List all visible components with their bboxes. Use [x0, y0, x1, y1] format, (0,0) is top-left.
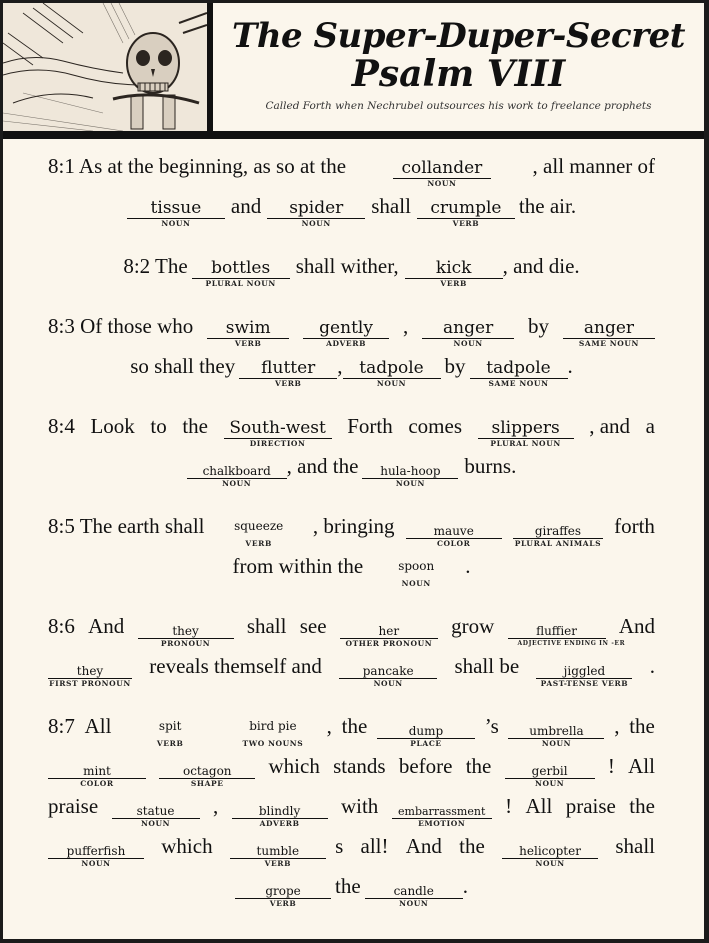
blank-label: NOUN: [161, 219, 191, 228]
blank-label: NOUN: [140, 819, 171, 828]
blank-label: NOUN: [373, 679, 403, 688]
blank-label: VERB: [269, 899, 297, 908]
blank-fill: dump: [377, 725, 475, 739]
verse-text: the: [459, 834, 485, 858]
blank-shape[interactable]: [159, 751, 255, 791]
blank-past-tense-verb[interactable]: [536, 651, 632, 691]
blank-fill: blindly: [232, 805, 328, 819]
blank-label: COLOR: [80, 779, 114, 788]
verse-text: All: [628, 754, 655, 778]
blank-label: OTHER PRONOUN: [345, 639, 433, 648]
blank-label: PAST-TENSE VERB: [540, 679, 629, 688]
blank-fill: candle: [365, 885, 463, 899]
page-subtitle: Called Forth when Nechrubel outsources his work to freelance prophets: [265, 100, 652, 112]
verse-text: Look: [90, 414, 135, 438]
blank-fill: South-west: [224, 420, 332, 439]
blank-fill: collander: [393, 160, 491, 179]
blank-fill: anger: [422, 320, 514, 339]
header-rule: [3, 131, 704, 139]
blank-label: NOUN: [541, 739, 572, 748]
blank-noun[interactable]: [367, 551, 465, 591]
blank-verb[interactable]: [235, 871, 331, 911]
verse-text: ,: [614, 714, 620, 738]
verse-8-1-line-2: [48, 191, 655, 231]
verse-text: shall: [615, 834, 655, 858]
verse-text: the: [341, 714, 368, 738]
blank-fill: flutter: [239, 360, 337, 379]
blank-place[interactable]: [377, 711, 475, 751]
blank-fill: spoon: [398, 559, 435, 573]
verse-8-7-line-2: [48, 751, 655, 791]
blank-fill: tadpole: [470, 360, 568, 379]
blank-label: PLACE: [410, 739, 442, 748]
blank-verb[interactable]: [216, 511, 302, 551]
blank-label: VERB: [274, 379, 302, 388]
verse-text: ,: [326, 714, 332, 738]
blank-fill: umbrella: [508, 725, 604, 739]
blank-fill: gently: [303, 320, 389, 339]
blank-verb[interactable]: [230, 831, 326, 871]
verse-text: ’s: [484, 714, 499, 738]
blank-plural-noun[interactable]: [192, 251, 290, 291]
verse-text: And: [88, 614, 125, 638]
verse-text: burns.: [464, 454, 517, 478]
blank-verb[interactable]: [239, 351, 337, 391]
blank-noun[interactable]: [422, 311, 514, 351]
page: [3, 3, 704, 939]
blank-fill: bird pie: [249, 719, 297, 733]
verse-text: the: [465, 754, 492, 778]
blank-direction[interactable]: [224, 411, 332, 451]
verse-text: ,: [402, 314, 409, 338]
verse-text: And: [618, 614, 655, 638]
blank-label: NOUN: [399, 899, 429, 908]
blank-label: ADJECTIVE ENDING IN -ER: [517, 640, 626, 647]
blank-fill: helicopter: [502, 845, 598, 859]
verse-text: forth: [614, 514, 655, 538]
verse-text: , all manner of: [532, 154, 655, 178]
blank-fill: gerbil: [505, 765, 595, 779]
psalm-body: [3, 139, 704, 939]
blank-fill: giraffes: [513, 525, 603, 539]
blank-fill: hula-hoop: [362, 465, 458, 479]
blank-noun[interactable]: [267, 191, 365, 231]
blank-noun[interactable]: [112, 791, 200, 831]
verse-text: the: [629, 794, 655, 818]
verse-text: stands: [333, 754, 386, 778]
blank-label: COLOR: [436, 539, 471, 548]
blank-label: PRONOUN: [160, 639, 211, 648]
blank-fill: squeeze: [234, 519, 284, 533]
verse-text: shall be: [454, 654, 520, 678]
verse-text: so shall they: [130, 354, 236, 378]
blank-label: PLURAL NOUN: [205, 279, 276, 288]
blank-fill: fluffier: [508, 625, 606, 639]
verse-text: shall: [371, 194, 411, 218]
blank-label: NOUN: [535, 779, 565, 788]
blank-verb[interactable]: [121, 711, 219, 751]
blank-noun[interactable]: [339, 651, 437, 691]
blank-noun[interactable]: [187, 451, 287, 491]
blank-verb[interactable]: [207, 311, 289, 351]
verse-8-4-line-2: [48, 451, 655, 491]
verse-text: 8:2 The: [123, 254, 188, 278]
blank-label: FIRST PRONOUN: [49, 679, 131, 688]
verse-text: 8:4: [48, 414, 75, 438]
blank-fill: they: [138, 625, 234, 639]
blank-noun[interactable]: [127, 191, 225, 231]
blank-fill: tissue: [127, 200, 225, 219]
blank-fill: slippers: [478, 420, 574, 439]
blank-noun[interactable]: [362, 451, 458, 491]
blank-color[interactable]: [48, 751, 146, 791]
skeleton-engraving-icon: [3, 3, 207, 131]
verse-text: the: [629, 714, 655, 738]
page-title: [213, 17, 704, 93]
blank-fill: kick: [405, 260, 503, 279]
blank-fill: mauve: [406, 525, 502, 539]
blank-label: ADVERB: [326, 339, 367, 348]
verse-text: which: [161, 834, 213, 858]
blank-label: NOUN: [81, 859, 111, 868]
verse-8-5-line-1: [48, 511, 655, 551]
verse-text: the: [335, 874, 361, 898]
blank-label: PLURAL NOUN: [490, 439, 561, 448]
verse-text: , and the: [286, 454, 359, 478]
verse-text: !: [505, 794, 513, 818]
blank-fill: octagon: [159, 765, 255, 779]
verse-8-7-line-5: [48, 871, 655, 911]
blank-fill: pancake: [339, 665, 437, 679]
blank-fill: spider: [267, 200, 365, 219]
blank-label: VERB: [234, 339, 262, 348]
title-line-1: The Super-Duper-Secret: [232, 16, 685, 56]
blank-fill: grope: [235, 885, 331, 899]
blank-same-noun[interactable]: [563, 311, 655, 351]
verse-text: .: [567, 354, 573, 378]
header: [3, 3, 704, 131]
blank-label: ADVERB: [259, 819, 300, 828]
blank-fill: statue: [112, 805, 200, 819]
blank-label: SAME NOUN: [578, 339, 639, 348]
verse-text: 8:3 Of those who: [48, 314, 194, 338]
verse-text: by: [444, 354, 466, 378]
blank-label: VERB: [156, 739, 184, 748]
blank-label: VERB: [264, 859, 292, 868]
engraving-illustration: [3, 3, 207, 131]
blank-noun[interactable]: [343, 351, 441, 391]
blank-noun[interactable]: [393, 151, 491, 191]
verse-text: a: [645, 414, 655, 438]
verse-8-7-line-3: [48, 791, 655, 831]
blank-noun[interactable]: [508, 711, 604, 751]
blank-label: PLURAL ANIMALS: [514, 539, 602, 548]
verse-text: comes: [408, 414, 462, 438]
verse-text: , and: [589, 414, 631, 438]
verse-text: All: [525, 794, 553, 818]
verse-text: Forth: [347, 414, 393, 438]
blank-fill: bottles: [192, 260, 290, 279]
verse-8-6-line-1: [48, 611, 655, 651]
blank-fill: spit: [158, 719, 182, 733]
blank-label: TWO NOUNS: [242, 739, 304, 748]
blank-label: SAME NOUN: [488, 379, 549, 388]
blank-label: VERB: [452, 219, 480, 228]
verse-8-5-line-2: [48, 551, 655, 591]
blank-noun[interactable]: [502, 831, 598, 871]
verse-8-3-line-1: [48, 311, 655, 351]
verse-text: shall: [246, 614, 287, 638]
verse-text: ,: [212, 794, 219, 818]
verse-text: reveals themself and: [149, 654, 322, 678]
verse-text: 8:5 The earth shall: [48, 514, 205, 538]
verse-text: , bringing: [312, 514, 395, 538]
blank-fill: her: [340, 625, 438, 639]
verse-text: 8:7: [48, 714, 75, 738]
title-line-2: Psalm VIII: [351, 53, 566, 95]
verse-8-6-line-2: [48, 651, 655, 691]
verse-8-7-line-1: [48, 711, 655, 751]
blank-plural-noun[interactable]: [478, 411, 574, 451]
blank-fill: anger: [563, 320, 655, 339]
blank-label: NOUN: [453, 339, 483, 348]
blank-label: NOUN: [376, 379, 407, 388]
verse-text: .: [465, 554, 471, 578]
blank-adverb[interactable]: [232, 791, 328, 831]
verse-text: praise: [48, 794, 99, 818]
blank-label: SHAPE: [190, 779, 224, 788]
blank-fill: pufferfish: [48, 845, 144, 859]
blank-plural-animals[interactable]: [513, 511, 603, 551]
blank-fill: mint: [48, 765, 146, 779]
blank-same-noun[interactable]: [470, 351, 568, 391]
verse-text: which: [268, 754, 320, 778]
blank-fill: embarrassment: [392, 806, 492, 819]
verse-text: 8:6: [48, 614, 75, 638]
blank-verb[interactable]: [417, 191, 515, 231]
verse-8-4-line-1: [48, 411, 655, 451]
blank-label: NOUN: [401, 579, 431, 588]
blank-emotion[interactable]: [392, 791, 492, 831]
verse-text: , and die.: [502, 254, 580, 278]
blank-label: NOUN: [427, 179, 457, 188]
blank-label: NOUN: [222, 479, 252, 488]
blank-fill: swim: [207, 320, 289, 339]
blank-fill: tumble: [230, 845, 326, 859]
verse-text: grow: [451, 614, 495, 638]
blank-label: NOUN: [535, 859, 565, 868]
blank-verb[interactable]: [405, 251, 503, 291]
blank-adverb[interactable]: [303, 311, 389, 351]
blank-pronoun[interactable]: [138, 611, 234, 651]
blank-noun[interactable]: [365, 871, 463, 911]
verse-8-7-line-4: [48, 831, 655, 871]
verse-8-1-line-1: [48, 151, 655, 191]
verse-text: shall wither,: [295, 254, 399, 278]
verse-8-3-line-2: [48, 351, 655, 391]
verse-text: see: [299, 614, 327, 638]
blank-label: VERB: [245, 539, 272, 548]
blank-label: NOUN: [301, 219, 331, 228]
verse-text: with: [340, 794, 379, 818]
blank-color[interactable]: [406, 511, 502, 551]
blank-label: DIRECTION: [249, 439, 306, 448]
blank-adjective-er[interactable]: [508, 611, 626, 651]
blank-label: EMOTION: [418, 819, 466, 828]
blank-label: VERB: [440, 279, 467, 288]
verse-text: .: [462, 874, 468, 898]
verse-text: And: [405, 834, 442, 858]
verse-text: 8:1 As at the beginning, as so at the: [48, 154, 352, 178]
verse-text: from within the: [232, 554, 364, 578]
blank-fill: they: [48, 665, 132, 679]
blank-other-pronoun[interactable]: [340, 611, 438, 651]
verse-text: .: [649, 654, 655, 678]
blank-fill: chalkboard: [187, 465, 287, 479]
verse-text: the air.: [518, 194, 577, 218]
blank-noun[interactable]: [505, 751, 595, 791]
blank-label: NOUN: [395, 479, 425, 488]
blank-noun[interactable]: [48, 831, 144, 871]
verse-text: all!: [360, 834, 389, 858]
verse-text: s: [335, 834, 344, 858]
blank-fill: crumple: [417, 200, 515, 219]
verse-text: by: [528, 314, 550, 338]
verse-text: to: [150, 414, 167, 438]
blank-two-nouns[interactable]: [229, 711, 317, 751]
verse-text: before: [398, 754, 453, 778]
verse-text: All: [84, 714, 112, 738]
verse-8-2: [48, 251, 655, 291]
verse-text: ,: [337, 354, 343, 378]
verse-text: the: [182, 414, 208, 438]
verse-text: and: [230, 194, 262, 218]
verse-text: praise: [565, 794, 616, 818]
blank-fill: jiggled: [536, 665, 632, 679]
blank-fill: tadpole: [343, 360, 441, 379]
verse-text: !: [607, 754, 615, 778]
blank-first-pronoun[interactable]: [48, 651, 132, 691]
